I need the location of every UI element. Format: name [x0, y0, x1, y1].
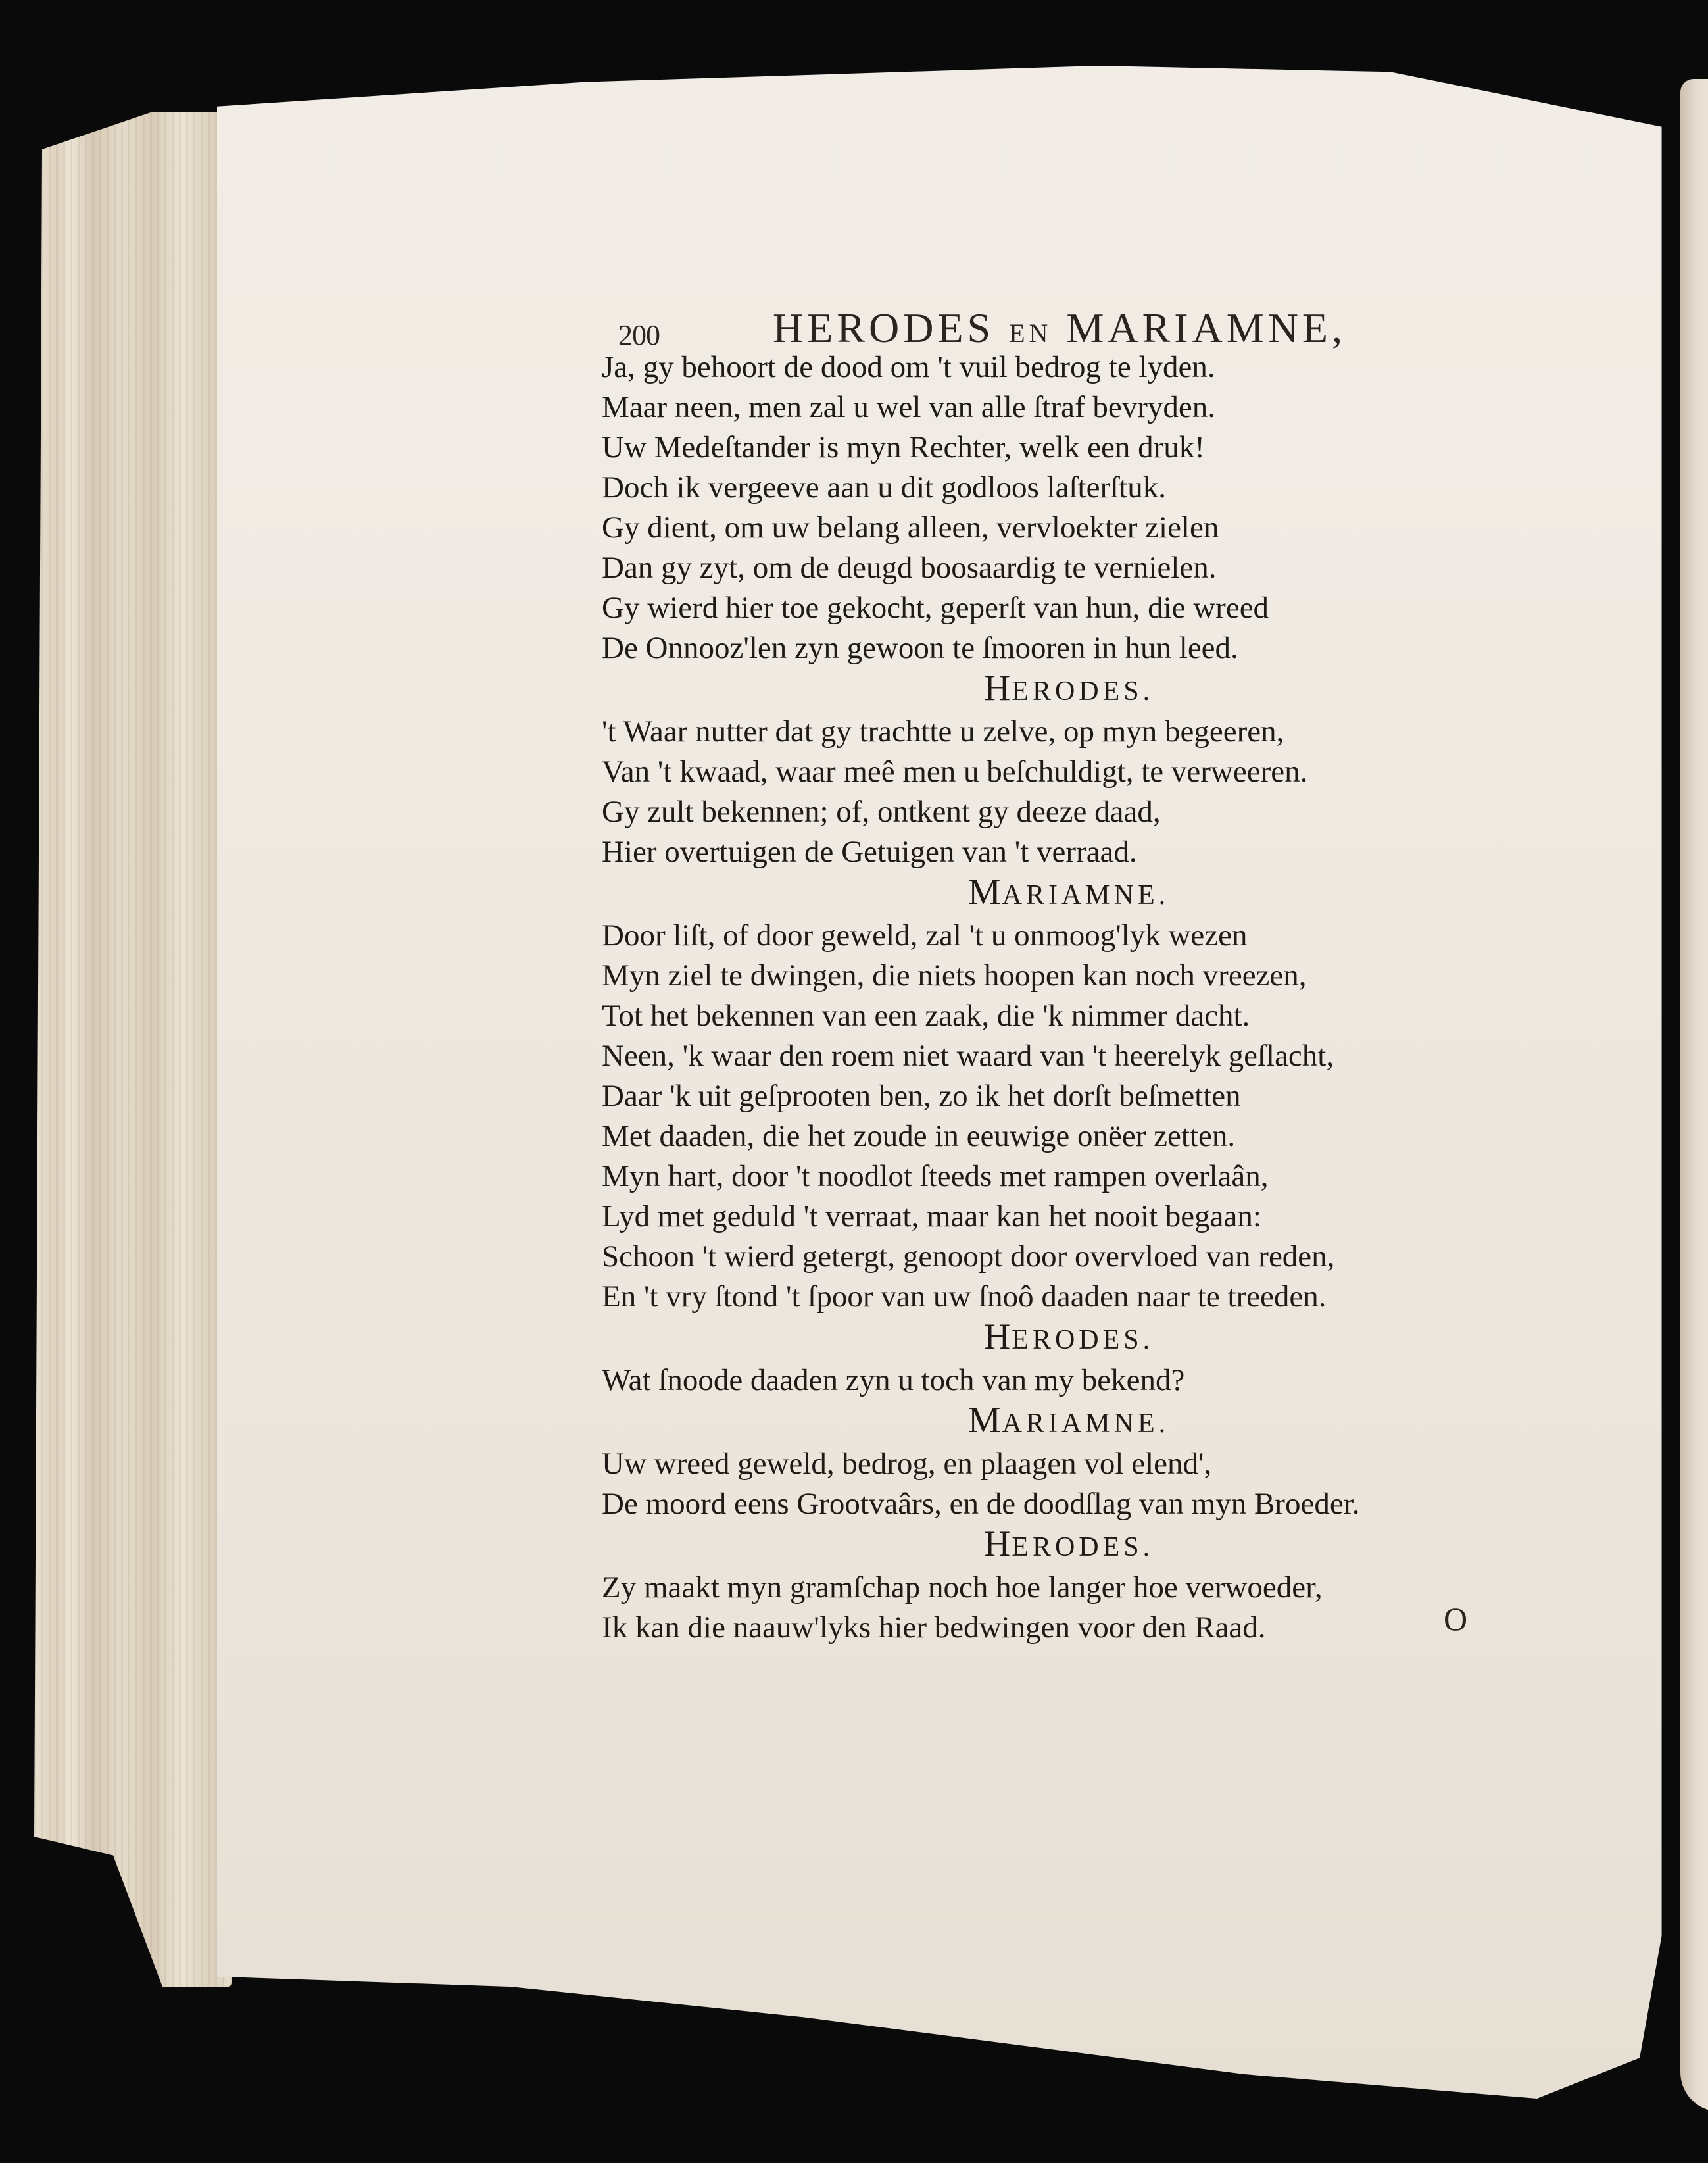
speaker-name-rest: ARIAMNE. — [1002, 1408, 1170, 1439]
verse-line: Neen, 'k waar den roem niet waard van 't heerelyk geſlacht, — [602, 1039, 1334, 1073]
speaker-heading — [602, 1317, 1536, 1360]
verse-line: Door liſt, of door geweld, zal 't u onmoog'lyk wezen — [602, 918, 1248, 953]
page-number: 200 — [618, 319, 660, 351]
verse-line: Myn hart, door 't noodlot ſteeds met rampen overlaân, — [602, 1159, 1269, 1193]
verse-line: Gy wierd hier toe gekocht, geperſt van hun, die wreed — [602, 591, 1269, 625]
verse-line: Wat ſnoode daaden zyn u toch van my bekend? — [602, 1363, 1185, 1397]
verse-line: Ik kan die naauw'lyks hier bedwingen voor den Raad. — [602, 1610, 1266, 1645]
speaker-initial: M — [967, 1400, 1002, 1441]
speaker-name-rest: ERODES. — [1012, 1532, 1154, 1562]
verse-line: Maar neen, men zal u wel van alle ſtraf bevryden. — [602, 390, 1216, 424]
title-mariamne: MARIAMNE, — [1066, 305, 1347, 351]
verse-line: Gy dient, om uw belang alleen, vervloekter zielen — [602, 510, 1219, 545]
speaker-name-rest: ERODES. — [1012, 1325, 1154, 1355]
running-header — [618, 304, 1473, 350]
verse-line: Uw wreed geweld, bedrog, en plaagen vol elend', — [602, 1447, 1212, 1481]
speaker-initial: M — [967, 872, 1002, 912]
verse-line: Met daaden, die het zoude in eeuwige onëer zetten. — [602, 1119, 1236, 1153]
verse-line: Van 't kwaad, waar meê men u beſchuldigt, te verweeren. — [602, 755, 1308, 789]
facing-page-edge — [1680, 79, 1708, 2112]
verse-line: Zy maakt myn gramſchap noch hoe langer hoe verwoeder, — [602, 1570, 1323, 1604]
speaker-heading — [602, 1401, 1536, 1444]
speaker-initial: H — [983, 1316, 1012, 1357]
verse-line: Hier overtuigen de Getuigen van 't verraad. — [602, 835, 1137, 869]
verse-line: Tot het bekennen van een zaak, die 'k nimmer dacht. — [602, 999, 1250, 1033]
verse-line: Daar 'k uit geſprooten ben, zo ik het dorſt beſmetten — [602, 1079, 1241, 1113]
verse-line: Schoon 't wierd getergt, genoopt door overvloed van reden, — [602, 1239, 1335, 1274]
speaker-heading — [602, 1524, 1536, 1568]
speaker-name-rest: ERODES. — [1012, 676, 1154, 707]
verse-line: Doch ik vergeeve aan u dit godloos laſterſtuk. — [602, 470, 1166, 505]
speaker-initial: H — [983, 668, 1012, 709]
speaker-initial: H — [983, 1524, 1012, 1564]
catchword: O — [1444, 1601, 1468, 1637]
verse-line: De Onnooz'len zyn gewoon te ſmooren in hun leed. — [602, 631, 1238, 665]
speaker-heading — [602, 872, 1536, 916]
verse-line: En 't vry ſtond 't ſpoor van uw ſnoô daaden naar te treeden. — [602, 1280, 1327, 1314]
title-en: EN — [1009, 318, 1052, 348]
play-text — [602, 347, 1536, 1648]
verse-line: Gy zult bekennen; of, ontkent gy deeze daad, — [602, 795, 1161, 829]
book-page-edges — [34, 112, 232, 1987]
verse-line: Myn ziel te dwingen, die niets hoopen kan noch vreezen, — [602, 958, 1307, 993]
verse-line: Dan gy zyt, om de deugd boosaardig te vernielen. — [602, 551, 1217, 585]
verse-line: Uw Medeſtander is myn Rechter, welk een druk! — [602, 430, 1205, 464]
speaker-name-rest: ARIAMNE. — [1002, 880, 1170, 910]
verse-line: De moord eens Grootvaârs, en de doodſlag van myn Broeder. — [602, 1487, 1360, 1521]
verse-line: 't Waar nutter dat gy trachtte u zelve, op myn begeeren, — [602, 714, 1284, 749]
speaker-heading — [602, 668, 1536, 712]
title-herodes: HERODES — [773, 305, 995, 351]
verse-line: Lyd met geduld 't verraat, maar kan het nooit begaan: — [602, 1199, 1261, 1233]
verse-line: Ja, gy behoort de dood om 't vuil bedrog te lyden. — [602, 350, 1215, 384]
running-title — [773, 304, 1346, 353]
